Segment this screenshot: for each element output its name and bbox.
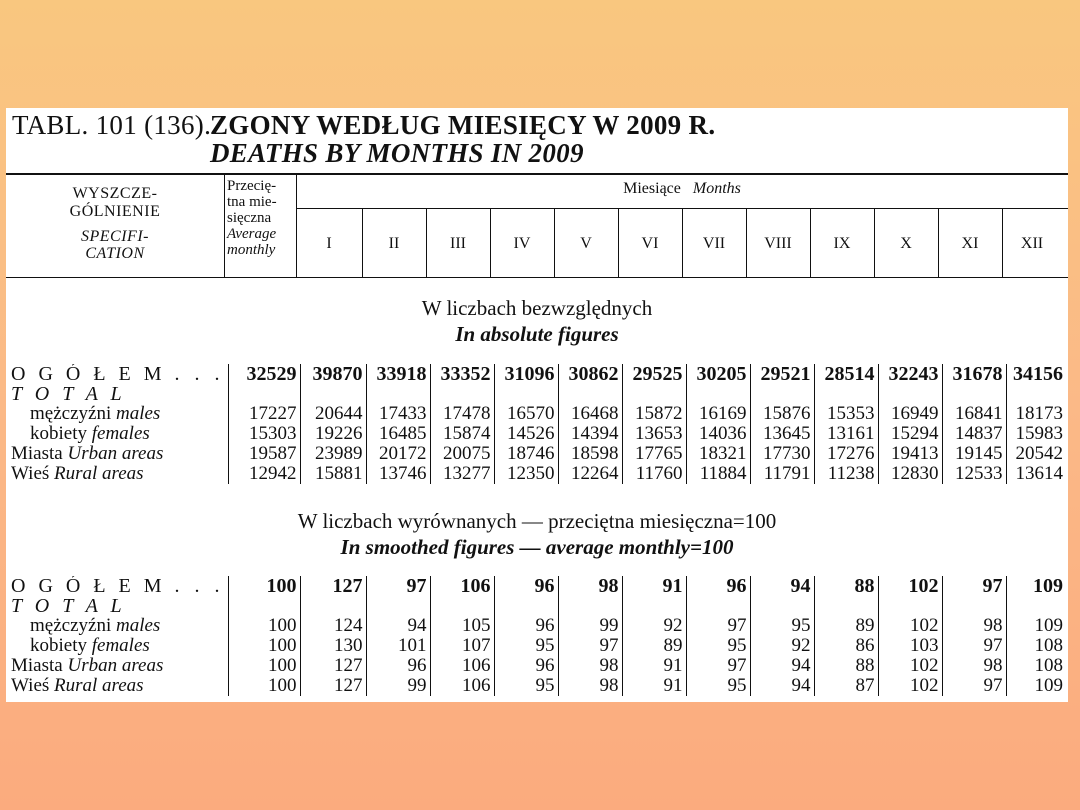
month-cell: 20644	[300, 404, 366, 424]
month-cell: 15874	[430, 424, 494, 444]
avg-header-pl-1: Przecię-	[227, 178, 277, 194]
section-1-title-pl: W liczbach bezwzględnych	[421, 296, 653, 320]
title-english: DEATHS BY MONTHS IN 2009	[210, 138, 584, 168]
spec-header-en-1: SPECIFI-	[81, 228, 149, 245]
month-cell: 15353	[814, 404, 878, 424]
month-cell: 102	[878, 616, 942, 636]
month-cell: 20542	[1015, 444, 1064, 464]
row-label	[6, 464, 228, 484]
month-cell: 16841	[942, 404, 1006, 424]
row-label	[6, 384, 228, 404]
avg-cell: 32529	[228, 364, 300, 384]
row-label-pl: Miasta	[11, 444, 63, 464]
avg-cell: 100	[228, 576, 300, 596]
month-cell: 17730	[750, 444, 814, 464]
table-number: TABL. 101 (136).	[12, 110, 212, 140]
month-cell	[430, 384, 494, 404]
month-header-10: X	[900, 235, 912, 252]
month-cell	[942, 596, 1006, 616]
month-cell	[366, 596, 430, 616]
month-cell	[750, 384, 814, 404]
month-cell: 18598	[558, 444, 622, 464]
row-label-en: Urban areas	[67, 444, 164, 464]
month-header-6: VI	[641, 235, 659, 252]
month-cell: 89	[814, 616, 878, 636]
month-cell: 127	[300, 656, 366, 676]
month-cell: 89	[622, 636, 686, 656]
month-cell: 127	[300, 576, 366, 596]
month-cell: 98	[558, 576, 622, 596]
month-cell: 23989	[300, 444, 366, 464]
month-header-1: I	[326, 235, 332, 252]
avg-cell: 100	[228, 636, 300, 656]
avg-cell: 15303	[228, 424, 300, 444]
month-cell: 97	[942, 576, 1006, 596]
avg-cell	[228, 596, 300, 616]
row-label-pl: mężczyźni	[30, 404, 112, 424]
month-header-7: VII	[702, 235, 726, 252]
row-label	[6, 656, 228, 676]
month-cell: 13161	[814, 424, 878, 444]
month-cell: 17276	[814, 444, 878, 464]
month-cell: 108	[1034, 636, 1064, 656]
month-cell: 105	[430, 616, 494, 636]
spec-header-pl-2: GÓLNIENIE	[69, 203, 161, 220]
table-row	[6, 616, 1066, 636]
smoothed-figures-table	[6, 576, 1066, 696]
month-cell: 99	[366, 676, 430, 696]
row-label	[6, 596, 228, 616]
month-cell: 20172	[366, 444, 430, 464]
table-row	[6, 576, 1066, 596]
month-cell	[1006, 384, 1066, 404]
month-cell: 18746	[494, 444, 558, 464]
month-cell	[814, 596, 878, 616]
month-cell: 102	[878, 576, 942, 596]
month-cell: 15872	[622, 404, 686, 424]
month-cell: 12264	[558, 464, 622, 484]
table-row	[6, 676, 1066, 696]
month-cell: 106	[430, 656, 494, 676]
month-cell: 97	[686, 656, 750, 676]
month-cell: 98	[558, 676, 622, 696]
avg-header-pl-3: sięczna	[227, 210, 272, 226]
month-cell: 14394	[558, 424, 622, 444]
header-bottom-rule	[6, 277, 1068, 278]
month-header-11: XI	[961, 235, 979, 252]
month-cell: 30862	[558, 364, 622, 384]
table-row	[6, 464, 1066, 484]
table-row	[6, 656, 1066, 676]
table-row	[6, 404, 1066, 424]
month-cell: 19145	[942, 444, 1006, 464]
month-cell	[814, 384, 878, 404]
month-cell: 106	[430, 676, 494, 696]
month-cell: 92	[750, 636, 814, 656]
avg-header-en-2: monthly	[227, 242, 276, 258]
month-cell: 109	[1033, 576, 1064, 596]
month-cell: 97	[558, 636, 622, 656]
month-header-12: XII	[1020, 235, 1044, 252]
row-label-dots: . . .	[174, 364, 225, 384]
table-row	[6, 636, 1066, 656]
row-label	[6, 576, 228, 596]
month-cell	[686, 384, 750, 404]
month-cell: 18173	[1015, 404, 1064, 424]
month-cell: 15983	[1015, 424, 1064, 444]
table-row	[6, 384, 1066, 404]
avg-header-en-1: Average	[227, 226, 277, 242]
month-cell: 97	[366, 576, 430, 596]
month-cell: 11760	[622, 464, 686, 484]
month-cell: 13645	[750, 424, 814, 444]
header-divider	[224, 174, 225, 277]
month-cell: 103	[878, 636, 942, 656]
month-cell: 12830	[878, 464, 942, 484]
month-cell	[558, 384, 622, 404]
row-label-en: T O T A L	[11, 384, 126, 404]
row-label	[6, 676, 228, 696]
month-cell: 92	[622, 616, 686, 636]
month-cell: 91	[622, 656, 686, 676]
month-cell: 12350	[494, 464, 558, 484]
month-cell: 98	[942, 616, 1006, 636]
row-label-en: males	[115, 404, 161, 424]
month-cell	[430, 596, 494, 616]
month-cell: 95	[686, 636, 750, 656]
month-cell: 96	[494, 656, 558, 676]
row-label-pl: mężczyźni	[30, 616, 112, 636]
month-cell: 20075	[430, 444, 494, 464]
month-cell	[750, 596, 814, 616]
month-cell: 109	[1034, 616, 1064, 636]
month-header-2: II	[388, 235, 400, 252]
table-row	[6, 364, 1066, 384]
row-label-en: Rural areas	[54, 676, 144, 696]
avg-cell: 100	[228, 676, 300, 696]
month-cell: 106	[430, 576, 494, 596]
row-label-pl: O G Ó Ł E M	[11, 576, 166, 596]
month-header-5: V	[580, 235, 592, 252]
month-cell: 15294	[878, 424, 942, 444]
header-top-rule	[6, 173, 1068, 175]
month-cell: 14526	[494, 424, 558, 444]
month-cell	[494, 596, 558, 616]
month-cell: 109	[1034, 676, 1064, 696]
month-cell: 17433	[366, 404, 430, 424]
row-label-en: T O T A L	[11, 596, 126, 616]
row-label-pl: Wieś	[11, 464, 50, 484]
month-cell	[300, 384, 366, 404]
month-cell	[300, 596, 366, 616]
month-cell: 96	[366, 656, 430, 676]
row-label	[6, 404, 228, 424]
section-2-title-en: In smoothed figures — average monthly=100	[340, 535, 734, 559]
row-label-pl: Miasta	[11, 656, 63, 676]
month-header-3: III	[450, 235, 466, 252]
months-group-header	[296, 181, 1068, 197]
avg-cell	[228, 384, 300, 404]
absolute-figures-table	[6, 364, 1066, 484]
month-cell: 108	[1034, 656, 1064, 676]
section-1-title-en: In absolute figures	[455, 322, 619, 346]
spec-header-pl-1: WYSZCZE-	[72, 185, 158, 202]
month-cell: 13653	[622, 424, 686, 444]
months-header-en: Months	[692, 180, 741, 197]
month-cell: 87	[814, 676, 878, 696]
table-row	[6, 444, 1066, 464]
month-cell: 91	[622, 576, 686, 596]
month-cell: 107	[430, 636, 494, 656]
month-cell	[494, 384, 558, 404]
month-cell: 31678	[942, 364, 1006, 384]
month-cell: 99	[558, 616, 622, 636]
month-header-4: IV	[513, 235, 531, 252]
month-cell: 11791	[750, 464, 814, 484]
row-label-pl: kobiety	[30, 636, 87, 656]
month-cell: 91	[622, 676, 686, 696]
month-cell: 97	[942, 636, 1006, 656]
month-header-8: VIII	[764, 235, 792, 252]
month-cell: 96	[494, 576, 558, 596]
month-cell: 95	[494, 636, 558, 656]
row-label-pl: O G Ó Ł E M	[11, 364, 166, 384]
month-cell: 34156	[1013, 364, 1064, 384]
row-label-en: females	[91, 636, 150, 656]
month-cell: 97	[686, 616, 750, 636]
month-cell: 33918	[366, 364, 430, 384]
month-cell: 30205	[686, 364, 750, 384]
avg-header	[227, 178, 295, 258]
month-header-9: IX	[833, 235, 851, 252]
month-cell: 16949	[878, 404, 942, 424]
row-label	[6, 364, 228, 384]
month-cell: 11238	[814, 464, 878, 484]
month-cell: 94	[750, 656, 814, 676]
month-cell	[878, 596, 942, 616]
month-cell: 15876	[750, 404, 814, 424]
month-cell	[622, 596, 686, 616]
month-cell: 16468	[558, 404, 622, 424]
statistics-table-sheet	[6, 108, 1068, 702]
spec-header-en-2: CATION	[85, 245, 145, 262]
month-cell: 95	[686, 676, 750, 696]
month-cell	[942, 384, 1006, 404]
row-label	[6, 636, 228, 656]
month-cell	[622, 384, 686, 404]
month-cell: 39870	[300, 364, 366, 384]
month-cell: 94	[750, 576, 814, 596]
month-cell: 15881	[300, 464, 366, 484]
month-cell	[686, 596, 750, 616]
avg-header-pl-2: tna mie-	[227, 194, 277, 210]
row-label-pl: kobiety	[30, 424, 87, 444]
month-cell: 95	[494, 676, 558, 696]
month-cell	[366, 384, 430, 404]
month-cell: 16169	[686, 404, 750, 424]
month-cell: 124	[300, 616, 366, 636]
avg-cell: 17227	[228, 404, 300, 424]
month-cell: 33352	[430, 364, 494, 384]
month-cell: 28514	[814, 364, 878, 384]
month-cell: 98	[558, 656, 622, 676]
month-cell: 14837	[942, 424, 1006, 444]
avg-cell: 100	[228, 616, 300, 636]
month-cell: 16570	[494, 404, 558, 424]
month-cell	[878, 384, 942, 404]
avg-cell: 12942	[228, 464, 300, 484]
month-cell: 31096	[494, 364, 558, 384]
section-2-title-pl: W liczbach wyrównanych — przeciętna miesięczna=100	[297, 509, 777, 533]
month-cell: 102	[878, 676, 942, 696]
month-cell: 12533	[942, 464, 1006, 484]
month-cell: 17478	[430, 404, 494, 424]
month-cell: 19226	[300, 424, 366, 444]
month-cell: 13746	[366, 464, 430, 484]
table-row	[6, 424, 1066, 444]
row-label-en: Urban areas	[67, 656, 164, 676]
month-cell: 94	[750, 676, 814, 696]
row-label	[6, 424, 228, 444]
month-cell: 17765	[622, 444, 686, 464]
row-label-en: females	[91, 424, 150, 444]
month-cell: 29521	[750, 364, 814, 384]
month-cell: 95	[750, 616, 814, 636]
month-cell: 88	[814, 576, 878, 596]
months-header-pl: Miesiące	[623, 180, 681, 197]
row-label-dots: . . .	[174, 576, 225, 596]
month-cell: 98	[942, 656, 1006, 676]
row-label-en: Rural areas	[54, 464, 144, 484]
month-cell: 94	[366, 616, 430, 636]
month-cell: 102	[878, 656, 942, 676]
month-cell: 19413	[878, 444, 942, 464]
month-cell	[1006, 596, 1066, 616]
month-cell: 96	[494, 616, 558, 636]
month-cell: 13277	[430, 464, 494, 484]
month-cell: 13614	[1015, 464, 1064, 484]
row-label	[6, 616, 228, 636]
month-cell: 97	[942, 676, 1006, 696]
month-cell: 96	[686, 576, 750, 596]
title-polish: ZGONY WEDŁUG MIESIĘCY W 2009 R.	[210, 110, 716, 140]
table-row	[6, 596, 1066, 616]
row-label	[6, 444, 228, 464]
row-label-en: males	[115, 616, 161, 636]
month-cell: 32243	[878, 364, 942, 384]
avg-cell: 100	[228, 656, 300, 676]
month-cell: 127	[300, 676, 366, 696]
month-cell: 14036	[686, 424, 750, 444]
month-cell: 130	[300, 636, 366, 656]
avg-cell: 19587	[228, 444, 300, 464]
month-cell: 88	[814, 656, 878, 676]
month-cell	[558, 596, 622, 616]
month-cell: 29525	[622, 364, 686, 384]
month-cell: 11884	[686, 464, 750, 484]
month-cell: 16485	[366, 424, 430, 444]
row-label-pl: Wieś	[11, 676, 50, 696]
month-cell: 101	[366, 636, 430, 656]
month-cell: 18321	[686, 444, 750, 464]
month-cell: 86	[814, 636, 878, 656]
